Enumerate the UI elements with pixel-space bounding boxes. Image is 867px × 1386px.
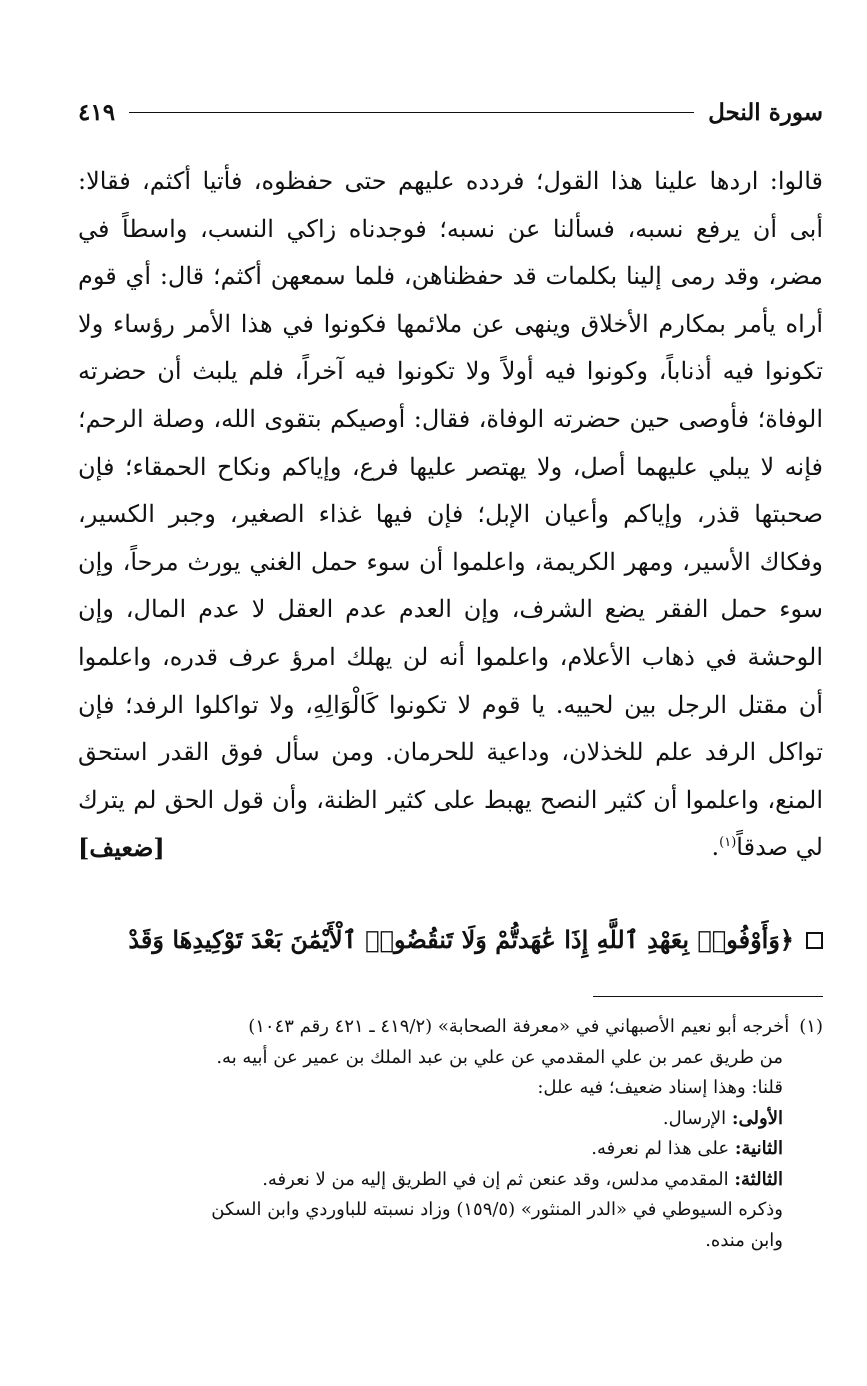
verse-marker-icon <box>806 932 823 949</box>
verse-text: ﴿وَأَوْفُوا۟ بِعَهْدِ ٱللَّهِ إِذَا عَٰهَدتُّمْ وَلَا تَنقُضُوا۟ ٱلْأَيْمَٰنَ بَعْدَ تَوْكِيدِهَا وَقَدْ <box>128 925 794 954</box>
item-label: الثانية: <box>734 1138 783 1159</box>
page-number: ٤١٩ <box>78 98 116 126</box>
footnote-separator <box>593 996 823 997</box>
footnote-1 <box>78 1012 823 1043</box>
item-text: المقدمي مدلس، وقد عنعن ثم إن في الطريق إليه من لا نعرفه. <box>262 1168 735 1190</box>
footnote-ref[interactable]: (١) <box>719 835 737 851</box>
footnote-line: وذكره السيوطي في «الدر المنثور» (١٥٩/٥) وزاد نسبته للباوردي وابن السكن <box>211 1199 783 1220</box>
main-text <box>78 158 823 872</box>
footnote-item-first <box>78 1104 823 1135</box>
footnote-item-third <box>78 1165 823 1196</box>
footnotes <box>78 1012 823 1256</box>
header-rule <box>129 112 694 113</box>
footnote-line: قلنا: وهذا إسناد ضعيف؛ فيه علل: <box>537 1077 783 1098</box>
item-text: على هذا لم نعرفه. <box>591 1138 735 1159</box>
item-text: الإرسال. <box>662 1107 732 1129</box>
footnote-item-second <box>78 1134 823 1165</box>
quran-verse <box>78 918 823 962</box>
item-label: الأولى: <box>731 1107 783 1129</box>
book-page <box>78 0 823 1386</box>
footnote-number: (١) <box>799 1016 823 1037</box>
paragraph-text: قالوا: اردها علينا هذا القول؛ فردده عليهم حتى حفظوه، فأتيا أكثم، فقالا: أبى أن يرفع نسبه، فسألنا عن نسبه؛ فوجدناه زاكي النسب، واسطاً في مضر، وقد رمى إلينا بكلمات قد حفظناهن، فلما سمعهن أكثم؛ قال: أي قوم أراه يأمر بمكارم الأخلاق وينهى عن ملائمها فكونوا في هذا الأمر رؤساء ولا تكونوا فيه أذناباً، وكونوا فيه أولاً ولا تكونوا فيه آخراً، فلم يلبث أن حضرته الوفاة؛ فأوصى حين حضرته الوفاة، فقال: أوصيكم بتقوى الله، وصلة الرحم؛ فإنه لا يبلي عليهما أصل، ولا يهتصر عليها فرع، وإياكم ونكاح الحمقاء؛ فإن صحبتها قذر، وإياكم وأعيان الإبل؛ فإن فيها غذاء الصغير، وجبر الكسير، وفكاك الأسير، ومهر الكريمة، واعلموا أن سوء حمل الغني يورث مرحاً، وإن سوء حمل الفقر يضع الشرف، وإن العدم عدم العقل لا عدم المال، وإن الوحشة في ذهاب الأعلام، واعلموا أنه لن يهلك امرؤ عرف قدره، واعلموا أن مقتل الرجل بين لحييه. يا قوم لا تكونوا كَالْوَالِهِ، ولا تواكلوا الرفد؛ فإن تواكل الرفد علم للخذلان، وداعية للحرمان. ومن سأل فوق القدر استحق المنع، واعلموا أن كثير النصح يهبط على كثير الظنة، وأن قول الحق لم يترك لي صدقاً <box>78 167 824 862</box>
footnote-line: أخرجه أبو نعيم الأصبهاني في «معرفة الصحابة» (٤١٩/٢ ـ ٤٢١ رقم ١٠٤٣) <box>248 1016 790 1037</box>
grade-label: [ضعيف] <box>78 833 165 863</box>
footnote-line: من طريق عمر بن علي المقدمي عن علي بن عبد الملك بن عمير عن أبيه به. <box>216 1046 783 1068</box>
item-label: الثالثة: <box>734 1168 783 1190</box>
page-header <box>78 92 823 132</box>
main-paragraph <box>78 158 823 872</box>
surah-title: سورة النحل <box>708 98 823 126</box>
paragraph-end: . <box>711 833 720 862</box>
footnote-line: وابن منده. <box>705 1229 783 1251</box>
